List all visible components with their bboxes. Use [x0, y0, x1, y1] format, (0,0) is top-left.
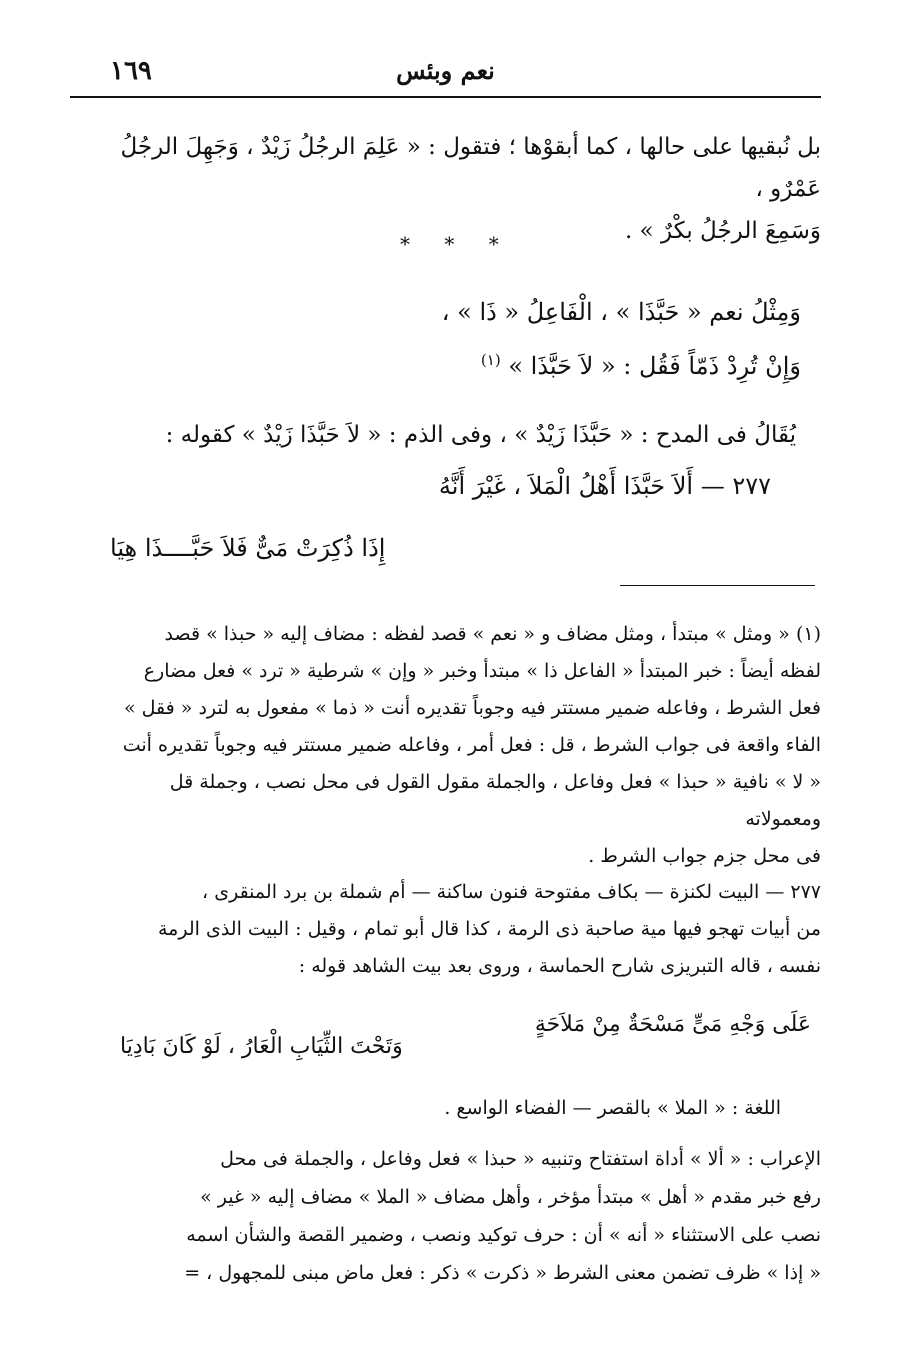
footnote-line: ٢٧٧ — البيت لكنزة — بكاف مفتوحة فنون ساكنة — أم شملة بن برد المنقرى ،	[202, 881, 821, 903]
footnote-line: من أبيات تهجو فيها مية صاحبة ذى الرمة ، كذا قال أبو تمام ، وقيل : البيت الذى الرمة	[158, 918, 821, 940]
running-title: نعم وبئس	[396, 56, 495, 85]
shahid-first-half: ٢٧٧ — أَلاَ حَبَّذَا أَهْلُ الْمَلاَ ، غَيْرَ أَنَّهُ	[438, 472, 771, 500]
page-number: ١٦٩	[110, 56, 152, 86]
body-line: يُقَالُ فى المدح : « حَبَّذَا زَيْدٌ » ، وفى الذم : « لاَ حَبَّذَا زَيْدٌ » كقوله :	[165, 422, 796, 448]
footnote-marker[interactable]: (١)	[480, 351, 501, 369]
text-line: وَسَمِعَ الرجُلُ بكْرٌ » .	[624, 218, 821, 244]
footnote-2	[101, 874, 821, 985]
footnote-line: فعل الشرط ، وفاعله ضمير مستتر فيه وجوباً تقديره أنت « ذما » مفعول به لترد « فقل »	[124, 697, 821, 719]
poem-second-half: وَتَحْتَ الثِّيَابِ الْعَارُ ، لَوْ كَانَ بَادِيَا	[120, 1034, 403, 1059]
footnote-line: الفاء واقعة فى جواب الشرط ، قل : فعل أمر ، وفاعله ضمير مستتر فيه وجوباً تقديره أنت	[122, 734, 821, 756]
lugha-line: اللغة : « الملا » بالقصر — الفضاء الواسع .	[444, 1097, 781, 1119]
verse-line	[141, 340, 801, 386]
iraab-line: الإعراب : « ألا » أداة استفتاح وتنبيه « حبذا » فعل وفاعل ، والجملة فى محل	[220, 1148, 821, 1170]
footnote-line: (١) « ومثل » مبتدأ ، ومثل مضاف و « نعم » قصد لفظه : مضاف إليه « حبذا » قصد	[164, 623, 821, 645]
verse-line: وَمِثْلُ نعم « حَبَّذَا » ، الْفَاعِلُ « ذَا » ،	[441, 298, 801, 326]
page-header	[70, 48, 821, 98]
section-separator: * * *	[400, 232, 513, 256]
footnote-divider	[620, 585, 815, 586]
verse-line-text: وَإِنْ تُرِدْ ذَمّاً فَقُل : « لاَ حَبَّذَا »	[508, 352, 801, 380]
iraab-line: رفع خبر مقدم « أهل » مبتدأ مؤخر ، وأهل مضاف « الملا » مضاف إليه « غير »	[200, 1186, 821, 1208]
text-line: بل نُبقيها على حالها ، كما أبقوْها ؛ فتقول : « عَلِمَ الرجُلُ زَيْدٌ ، وَجَهِلَ الرجُلُ عَمْرٌو ،	[120, 134, 821, 202]
poem-first-half: عَلَى وَجْهِ مَىٍّ مَسْحَةٌ مِنْ مَلاَحَةٍ	[534, 1012, 811, 1037]
footnote-line: لفظه أيضاً : خبر المبتدأ « الفاعل ذا » مبتدأ وخبر « وإن » شرطية « ترد » فعل مضارع	[143, 660, 821, 682]
footnote-1	[101, 616, 821, 875]
footnote-line: فى محل جزم جواب الشرط .	[588, 845, 821, 867]
iraab-line: « إذا » ظرف تضمن معنى الشرط « ذكرت » ذكر : فعل ماض مبنى للمجهول ، =	[184, 1262, 821, 1284]
footnote-line: « لا » نافية « حبذا » فعل وفاعل ، والجملة مقول القول فى محل نصب ، وجملة قل ومعمولاته	[169, 771, 821, 830]
footnote-line: نفسه ، قاله التبريزى شارح الحماسة ، وروى بعد بيت الشاهد قوله :	[298, 955, 821, 977]
iraab-paragraph	[101, 1140, 821, 1292]
shahid-second-half: إِذَا ذُكِرَتْ مَىٌّ فَلاَ حَبَّــــذَا هِيَا	[110, 534, 386, 562]
iraab-line: نصب على الاستثناء « أنه » أن : حرف توكيد ونصب ، وضمير القصة والشأن اسمه	[186, 1224, 821, 1246]
alfiya-verse	[141, 292, 801, 386]
